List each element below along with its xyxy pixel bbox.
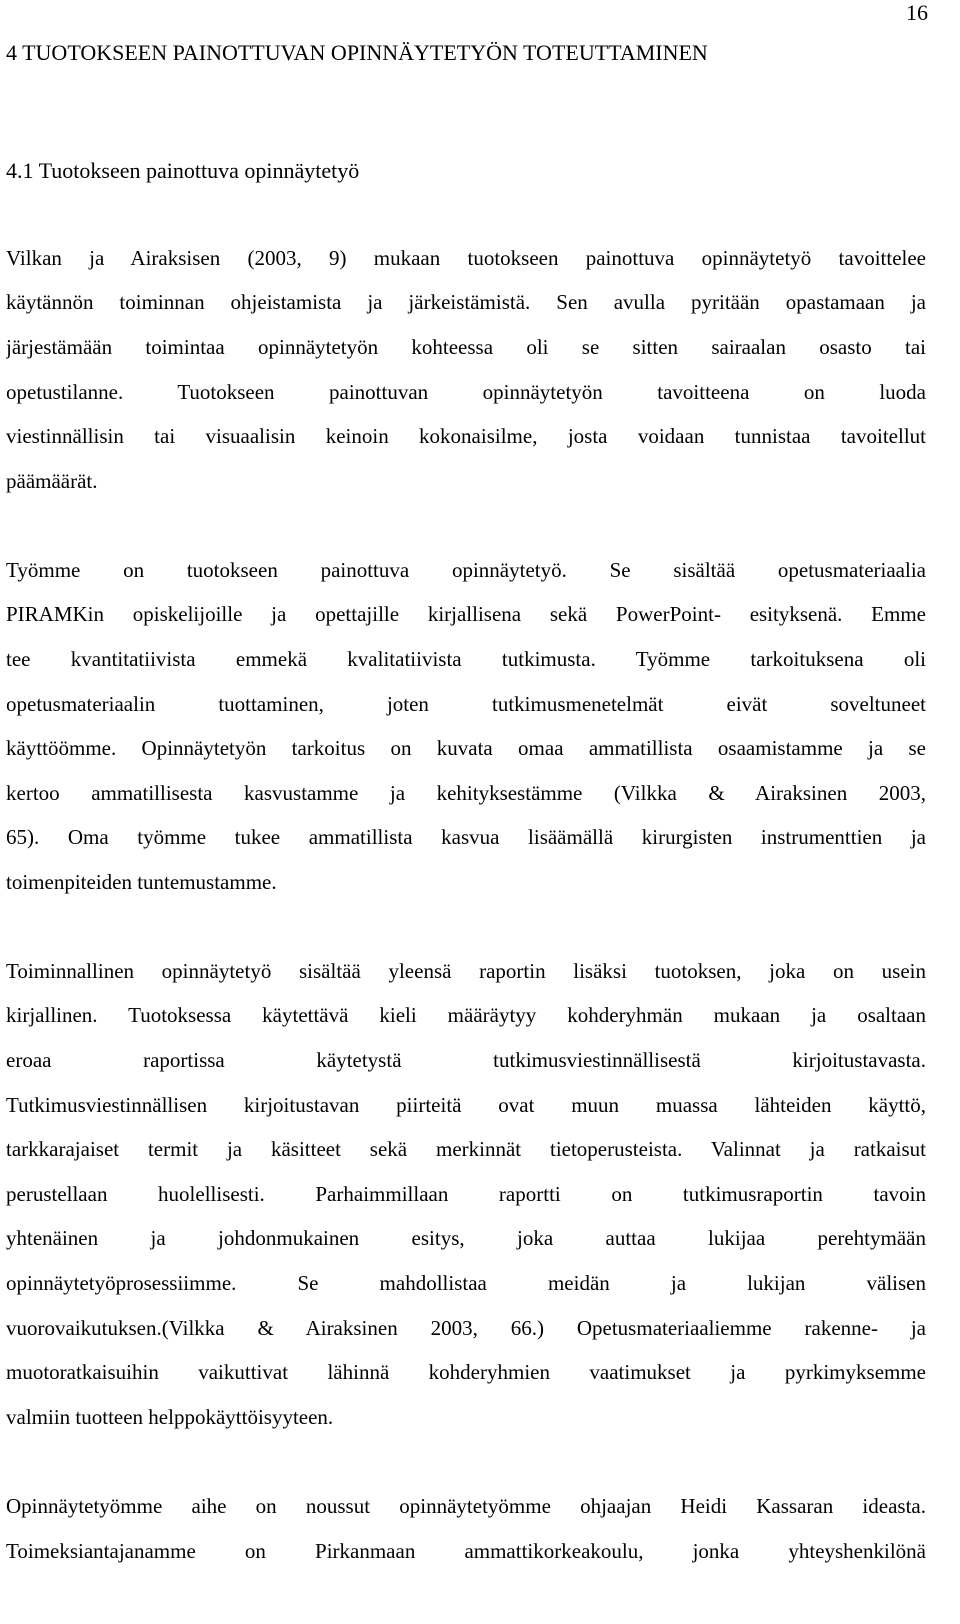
text-line: Työmme on tuotokseen painottuva opinnäytetyö. Se sisältää opetusmateriaalia (6, 558, 926, 582)
chapter-heading: 4 TUOTOKSEEN PAINOTTUVAN OPINNÄYTETYÖN TOTEUTTAMINEN (6, 40, 708, 65)
text-line: opetusmateriaalin tuottaminen, joten tutkimusmenetelmät eivät soveltuneet (6, 692, 926, 716)
text-line: kirjallinen. Tuotoksessa käytettävä kieli määräytyy kohderyhmän mukaan ja osaltaan (6, 1003, 926, 1027)
text-line: tee kvantitatiivista emmekä kvalitatiivista tutkimusta. Työmme tarkoituksena oli (6, 647, 926, 671)
text-line: valmiin tuotteen helppokäyttöisyyteen. (6, 1405, 334, 1429)
text-line: Vilkan ja Airaksisen (2003, 9) mukaan tuotokseen painottuva opinnäytetyö tavoittelee (6, 246, 926, 270)
section-heading: 4.1 Tuotokseen painottuva opinnäytetyö (6, 158, 360, 183)
text-line: Toiminnallinen opinnäytetyö sisältää yleensä raportin lisäksi tuotoksen, joka on usein (6, 959, 926, 983)
text-line: Tutkimusviestinnällisen kirjoitustavan piirteitä ovat muun muassa lähteiden käyttö, (6, 1093, 926, 1117)
text-line: opinnäytetyöprosessiimme. Se mahdollistaa meidän ja lukijan välisen (6, 1271, 926, 1295)
text-line: opetustilanne. Tuotokseen painottuvan opinnäytetyön tavoitteena on luoda (6, 380, 926, 404)
text-line: Opinnäytetyömme aihe on noussut opinnäytetyömme ohjaajan Heidi Kassaran ideasta. (6, 1494, 926, 1518)
text-line: järjestämään toimintaa opinnäytetyön kohteessa oli se sitten sairaalan osasto tai (6, 335, 926, 359)
text-line: viestinnällisin tai visuaalisin keinoin kokonaisilme, josta voidaan tunnistaa tavoitellut (6, 424, 926, 448)
text-line: käyttöömme. Opinnäytetyön tarkoitus on kuvata omaa ammatillista osaamistamme ja se (6, 736, 926, 760)
text-line: Toimeksiantajanamme on Pirkanmaan ammattikorkeakoulu, jonka yhteyshenkilönä (6, 1539, 926, 1563)
text-line: päämäärät. (6, 469, 98, 493)
text-line: toimenpiteiden tuntemustamme. (6, 870, 277, 894)
text-line: käytännön toiminnan ohjeistamista ja järkeistämistä. Sen avulla pyritään opastamaan ja (6, 290, 926, 314)
text-line: kertoo ammatillisesta kasvustamme ja kehityksestämme (Vilkka & Airaksinen 2003, (6, 781, 926, 805)
text-line: yhtenäinen ja johdonmukainen esitys, joka auttaa lukijaa perehtymään (6, 1226, 926, 1250)
text-line: eroaa raportissa käytetystä tutkimusviestinnällisestä kirjoitustavasta. (6, 1048, 926, 1072)
text-line: 65). Oma työmme tukee ammatillista kasvua lisäämällä kirurgisten instrumenttien ja (6, 825, 926, 849)
text-line: vuorovaikutuksen.(Vilkka & Airaksinen 2003, 66.) Opetusmateriaaliemme rakenne- ja (6, 1316, 926, 1340)
text-line: PIRAMKin opiskelijoille ja opettajille kirjallisena sekä PowerPoint- esityksenä. Emme (6, 602, 926, 626)
text-line: tarkkarajaiset termit ja käsitteet sekä merkinnät tietoperusteista. Valinnat ja ratkaisut (6, 1137, 926, 1161)
text-line: muotoratkaisuihin vaikuttivat lähinnä kohderyhmien vaatimukset ja pyrkimyksemme (6, 1360, 926, 1384)
text-line: perustellaan huolellisesti. Parhaimmillaan raportti on tutkimusraportin tavoin (6, 1182, 926, 1206)
page-number: 16 (906, 0, 928, 25)
